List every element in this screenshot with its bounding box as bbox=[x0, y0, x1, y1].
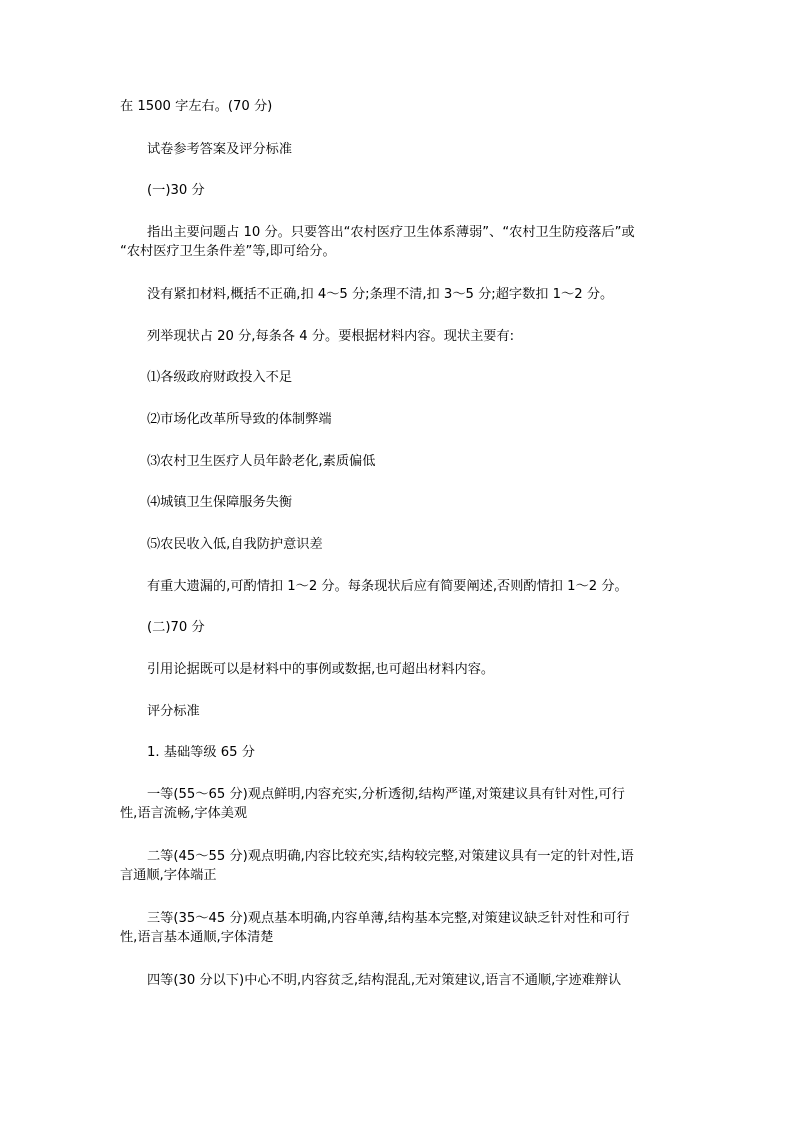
grade-one-line-1: 一等(55～65 分)观点鲜明,内容充实,分析透彻,结构严谨,对策建议具有针对性,可行 bbox=[147, 787, 625, 802]
grade-two-line-1: 二等(45～55 分)观点明确,内容比较充实,结构较完整,对策建议具有一定的针对性,语 bbox=[147, 849, 634, 864]
scoring-criteria-heading: 评分标准 bbox=[147, 704, 200, 719]
main-problem-paragraph-line-1: 指出主要问题占 10 分。只要答出“农村医疗卫生体系薄弱”、“农村卫生防疫落后”或 bbox=[147, 225, 635, 240]
grade-one-line-2: 性,语言流畅,字体美观 bbox=[120, 806, 248, 821]
deduction-rules-paragraph: 没有紧扣材料,概括不正确,扣 4～5 分;条理不清,扣 3～5 分;超字数扣 1～2 分。 bbox=[147, 287, 614, 302]
section-one-heading: (一)30 分 bbox=[147, 183, 205, 198]
status-item-4: ⑷城镇卫生保障服务失衡 bbox=[147, 495, 293, 510]
grade-three-line-2: 性,语言基本通顺,字体清楚 bbox=[120, 930, 274, 945]
grade-four-paragraph: 四等(30 分以下)中心不明,内容贫乏,结构混乱,无对策建议,语言不通顺,字迹难辩认 bbox=[147, 973, 622, 988]
omission-deduction-paragraph: 有重大遗漏的,可酌情扣 1～2 分。每条现状后应有简要阐述,否则酌情扣 1～2 分。 bbox=[147, 579, 628, 594]
status-item-2: ⑵市场化改革所导致的体制弊端 bbox=[147, 412, 332, 427]
evidence-paragraph: 引用论据既可以是材料中的事例或数据,也可超出材料内容。 bbox=[147, 662, 495, 677]
status-item-3: ⑶农村卫生医疗人员年龄老化,素质偏低 bbox=[147, 454, 376, 469]
basic-level-heading: 1. 基础等级 65 分 bbox=[147, 745, 255, 760]
status-item-1: ⑴各级政府财政投入不足 bbox=[147, 370, 293, 385]
grade-two-line-2: 言通顺,字体端正 bbox=[120, 868, 217, 883]
grade-three-line-1: 三等(35～45 分)观点基本明确,内容单薄,结构基本完整,对策建议缺乏针对性和可行 bbox=[147, 911, 630, 926]
status-item-5: ⑸农民收入低,自我防护意识差 bbox=[147, 537, 323, 552]
status-scoring-paragraph: 列举现状占 20 分,每条各 4 分。要根据材料内容。现状主要有: bbox=[147, 329, 515, 344]
section-two-heading: (二)70 分 bbox=[147, 620, 205, 635]
paragraph-intro-wordcount: 在 1500 字左右。(70 分) bbox=[120, 99, 273, 114]
main-problem-paragraph-line-2: “农村医疗卫生条件差”等,即可给分。 bbox=[120, 244, 336, 259]
answer-key-heading: 试卷参考答案及评分标准 bbox=[147, 142, 293, 157]
